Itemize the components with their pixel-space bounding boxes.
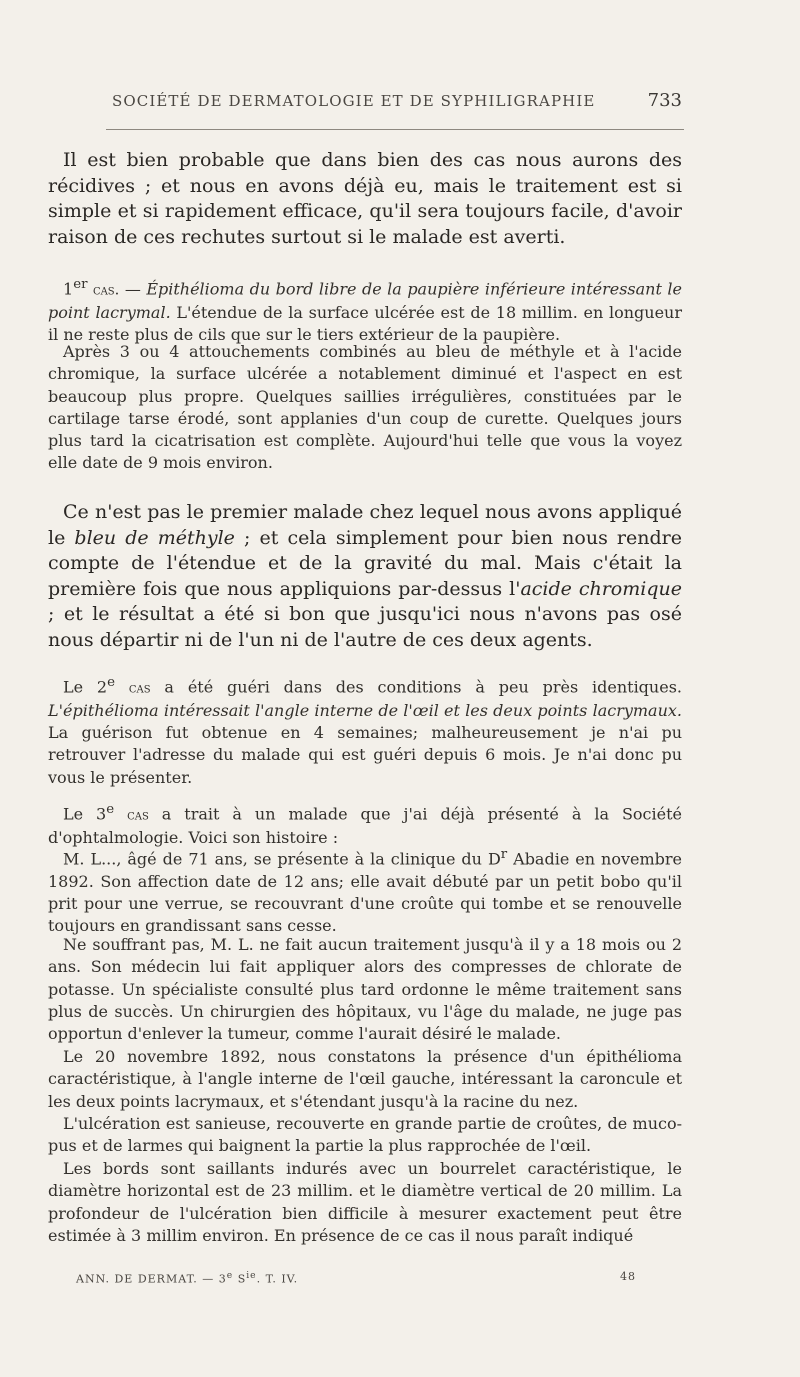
case-1-text: L'étendue de la surface ulcérée est de 18 millim. en longueur il ne reste plus de cils que sur le tiers extérieur de la paupière.: [48, 302, 683, 344]
footer-text-c: . T. IV.: [256, 1272, 299, 1286]
paragraph-premier-malade: [48, 500, 682, 653]
footer-sup-1: e: [226, 1270, 234, 1281]
paragraph-text: Ne souffrant pas, M. L. ne fait aucun traitement jusqu'à il y a 18 mois ou 2 ans. Son médecin lui fait appliquer alors des compresses de chlorate de potasse. Un spécialiste consulté plus tard ordonne le même traitement sans plus de succès. Un chirurgien des hôpitaux, vu l'âge du malade, ne juge pas opportun d'enlever la tumeur, comme l'aurait désiré le malade.: [48, 935, 682, 1044]
paragraph-histoire: [48, 844, 682, 938]
case-3-paragraph: [48, 799, 682, 849]
running-head: [112, 92, 682, 110]
p7-text-b: Abadie en novembre 1892. Son affection date de 12 ans; elle avait débuté par un petit bobo qu'il prit pour une verrue, se recouvrant d'une croûte qui tombe et se renouvelle toujours en grandissant sans cesse.: [48, 849, 683, 936]
p7-sup: r: [500, 847, 508, 862]
paragraph-constatons: [48, 1046, 682, 1113]
case-2-text-b: a été guéri dans des conditions à peu près identiques.: [150, 677, 682, 697]
case-1-paragraph: [48, 274, 682, 346]
paragraph-text: Le 20 novembre 1892, nous constatons la présence d'un épithélioma caractéristique, à l'angle interne de l'œil gauche, intéressant la caroncule et les deux points lacrymaux, et s'étendant jusqu'à la racine du nez.: [48, 1047, 682, 1111]
paragraph-traitement: [48, 934, 682, 1045]
case-1-cas: cas.: [92, 281, 120, 299]
paragraph-attouchements: [48, 341, 682, 475]
footer-text-b: S: [233, 1272, 247, 1286]
paragraph-recidives: [48, 148, 682, 250]
case-2-sup: e: [107, 675, 116, 690]
case-1-title: Épithélioma du bord libre de la paupière inférieure intéressant le point lacrymal.: [48, 279, 682, 322]
case-2-paragraph: [48, 672, 682, 789]
paragraph-ulceration: [48, 1113, 682, 1158]
case-2-cas: cas: [128, 679, 151, 697]
running-head-title: SOCIÉTÉ DE DERMATOLOGIE ET DE SYPHILIGRAPHIE: [112, 92, 596, 110]
case-2-title: L'épithélioma intéressait l'angle interne de l'œil et les deux points lacrymaux.: [48, 700, 682, 720]
footer-text-a: ANN. DE DERMAT. — 3: [76, 1272, 227, 1286]
case-3-text-a: Le 3: [63, 804, 107, 824]
page-number: 733: [647, 90, 682, 111]
case-2-text-c: La guérison fut obtenue en 4 semaines; malheureusement je n'ai pu retrouver l'adresse du malade qui est guéri depuis 6 mois. Je n'ai donc pu vous le présenter.: [48, 722, 682, 787]
p4-text-b: ; et cela simplement pour bien nous rendre compte de l'étendue et de la gravité du mal. Mais c'était la première fois que nous appliquions par-dessus l': [48, 526, 682, 600]
case-2-text-a: Le 2: [63, 677, 108, 697]
header-rule: [106, 129, 684, 130]
paragraph-bords: [48, 1158, 682, 1247]
case-1-sup: er: [73, 277, 88, 292]
case-3-sup: e: [106, 802, 115, 817]
paragraph-text: Les bords sont saillants indurés avec un bourrelet caractéristique, le diamètre horizontal est de 23 millim. et le diamètre vertical de 20 millim. La profondeur de l'ulcération bien difficile à mesurer exactement peut être estimée à 3 millim environ. En présence de ce cas il nous paraît indiqué: [48, 1159, 682, 1245]
case-3-text-b: a trait à un malade que j'ai déjà présenté à la Société d'ophtalmologie. Voici son histoire :: [48, 804, 682, 847]
p4-text-c: ; et le résultat a été si bon que jusqu'ici nous n'avons pas osé nous départir ni de l'un ni de l'autre de ces deux agents.: [48, 603, 682, 651]
acide-chromique: acide chromique: [520, 577, 682, 600]
p7-text-a: M. L..., âgé de 71 ans, se présente à la clinique du D: [63, 849, 501, 869]
footer-journal: [76, 1270, 298, 1286]
case-3-cas: cas: [127, 806, 149, 824]
paragraph-text: L'ulcération est sanieuse, recouverte en grande partie de croûtes, de muco-pus et de larmes qui baignent la partie la plus rapprochée de l'œil.: [48, 1114, 682, 1156]
footer-sup-2: ie: [246, 1270, 257, 1281]
footer-signature: 48: [620, 1270, 636, 1283]
paragraph-text: Il est bien probable que dans bien des cas nous aurons des récidives ; et nous en avons déjà eu, mais le traitement est si simple et si rapidement efficace, qu'il sera toujours facile, d'avoir raison de ces rechutes surtout si le malade est averti.: [48, 149, 682, 248]
bleu-de-methyle: bleu de méthyle: [74, 526, 235, 549]
p4-text-a: Ce n'est pas le premier malade chez lequel nous avons appliqué le: [48, 501, 682, 549]
case-1-dash: —: [119, 279, 147, 299]
paragraph-text: Après 3 ou 4 attouchements combinés au bleu de méthyle et à l'acide chromique, la surface ulcérée a notablement diminué et l'aspect en est beaucoup plus propre. Quelques saillies irrégulières, constituées par le cartilage tarse érodé, sont applanies d'un coup de curette. Quelques jours plus tard la cicatrisation est complète. Aujourd'hui telle que vous la voyez elle date de 9 mois environ.: [48, 342, 682, 473]
case-1-number: 1: [63, 279, 74, 299]
